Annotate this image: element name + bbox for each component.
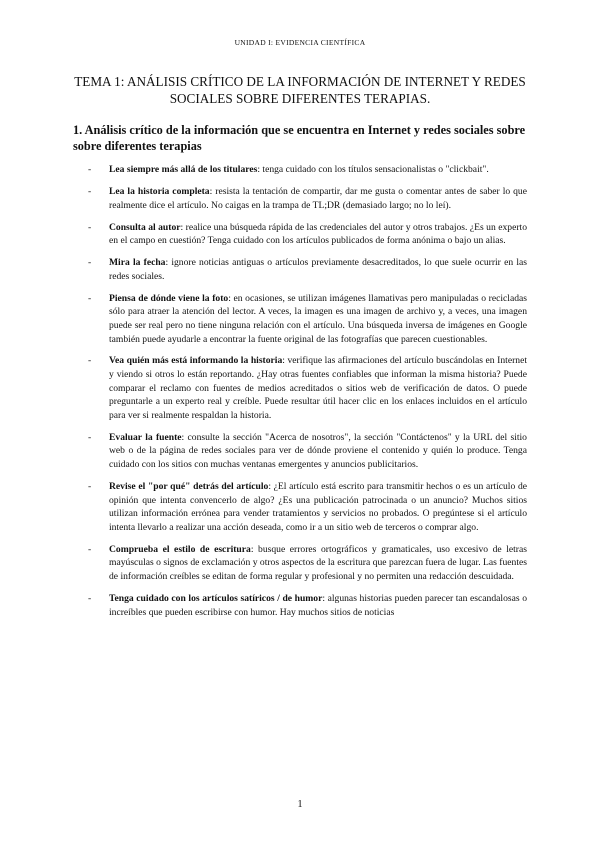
list-item [0,431,600,472]
item-text: : verifique las afirmaciones del artículo buscándolas en Internet y viendo si otros lo están reportando. ¿Hay otras fuentes confiables que informan la misma historia? Puede comparar el reclamo con fuentes de medios acreditados o sitios web de verificación de datos. O puede preguntarle a un experto real y creíble. Puede resultar útil hacer clic en los enlaces incluidos en el artículo para ver si realmente respaldan la historia. [109,355,527,421]
bullet-dash: - [88,257,92,269]
running-header: UNIDAD I: EVIDENCIA CIENTÍFICA [234,38,366,47]
list-item [0,480,600,534]
item-text: : busque errores ortográficos y gramaticales, uso excesivo de letras mayúsculas o signos de exclamación y otros aspectos de la escritura que parezcan fuera de lugar. Las fuentes de información creíbles se editan de forma regular y profesional y no permiten una redacción descuidada. [109,543,527,582]
bullet-dash: - [88,164,92,175]
item-lead: Mira la fecha [109,257,166,269]
list-item [0,185,600,212]
item-lead: Evaluar la fuente [109,431,182,443]
item-lead: Consulta al autor [109,221,181,233]
bullet-dash: - [88,355,92,367]
list-item [0,592,600,619]
list-item [0,354,600,422]
item-text: : ¿El artículo está escrito para transmitir hechos o es un artículo de opinión que intenta convencerlo de algo? ¿Es una publicación patrocinada o un anuncio? Muchos sitios utilizan información errónea para vender tratamientos y servicios no probados. O pregúntese si el artículo intenta llevarlo a realizar una acción deseada, como ir a un sitio web de terceros o comprar algo. [109,481,528,533]
list-item [0,221,600,248]
item-text: : resista la tentación de compartir, dar me gusta o comentar antes de saber lo que realmente dice el artículo. No caigas en la trampa de TL;DR (demasiado largo; no lo leí). [109,185,527,211]
item-lead: Vea quién más está informando la historia [109,355,283,367]
bullet-dash: - [88,481,92,493]
item-text: : realice una búsqueda rápida de las credenciales del autor y otros trabajos. ¿Es un experto en el campo en cuestión? Tenga cuidado con los artículos publicados de forma anónima o bajo un alias. [109,221,527,247]
bullet-dash: - [88,185,92,197]
item-text: : algunas historias pueden parecer tan escandalosas o increíbles que pueden escribirse con humor. Hay muchos sitios de noticias [109,592,527,618]
list-item [0,256,600,283]
section-heading: 1. Análisis crítico de la información que se encuentra en Internet y redes sociales sobre sobre diferentes terapias [73,123,526,153]
item-text: : en ocasiones, se utilizan imágenes llamativas pero manipuladas o recicladas sólo para atraer la atención del lector. A veces, la imagen es una imagen de archivo y, a veces, una imagen puede ser real pero no tiene ninguna relación con el artículo. Una búsqueda inversa de imágenes en Google también puede ayudarle a encontrar la fuente original de las fotografías que parecen cuestionables. [109,292,527,345]
bullet-dash: - [88,431,92,443]
bullet-dash: - [88,543,92,555]
item-lead: Revise el "por qué" detrás del artículo [109,481,269,493]
bullet-dash: - [88,221,92,233]
list-item [0,292,600,346]
item-text: : ignore noticias antiguas o artículos previamente desacreditados, lo que suele ocurrir en las redes sociales. [109,257,527,282]
item-lead: Lea siempre más allá de los titulares [109,164,258,175]
item-lead: Piensa de dónde viene la foto [109,292,229,304]
item-text: : tenga cuidado con los títulos sensacionalistas o "clickbait". [257,164,489,175]
bullet-dash: - [88,292,92,304]
list-item [0,543,600,584]
item-text: : consulte la sección "Acerca de nosotros", la sección "Contáctenos" y la URL del sitio web o de la página de redes sociales para ver de dónde proviene el contenido y quién lo produce. Tenga cuidado con los sitios con muchas ventanas emergentes y anuncios publicitarios. [109,431,527,471]
item-lead: Lea la historia completa [109,185,210,197]
page-number: 1 [297,799,303,810]
page-title: TEMA 1: ANÁLISIS CRÍTICO DE LA INFORMACIÓN DE INTERNET Y REDES SOCIALES SOBRE DIFERENTES TERAPIAS. [74,74,526,106]
list-item [0,163,600,177]
bullet-dash: - [88,592,92,604]
guidelines-list [0,163,600,628]
item-lead: Comprueba el estilo de escritura [109,543,251,555]
item-lead: Tenga cuidado con los artículos satíricos / de humor [109,592,323,604]
